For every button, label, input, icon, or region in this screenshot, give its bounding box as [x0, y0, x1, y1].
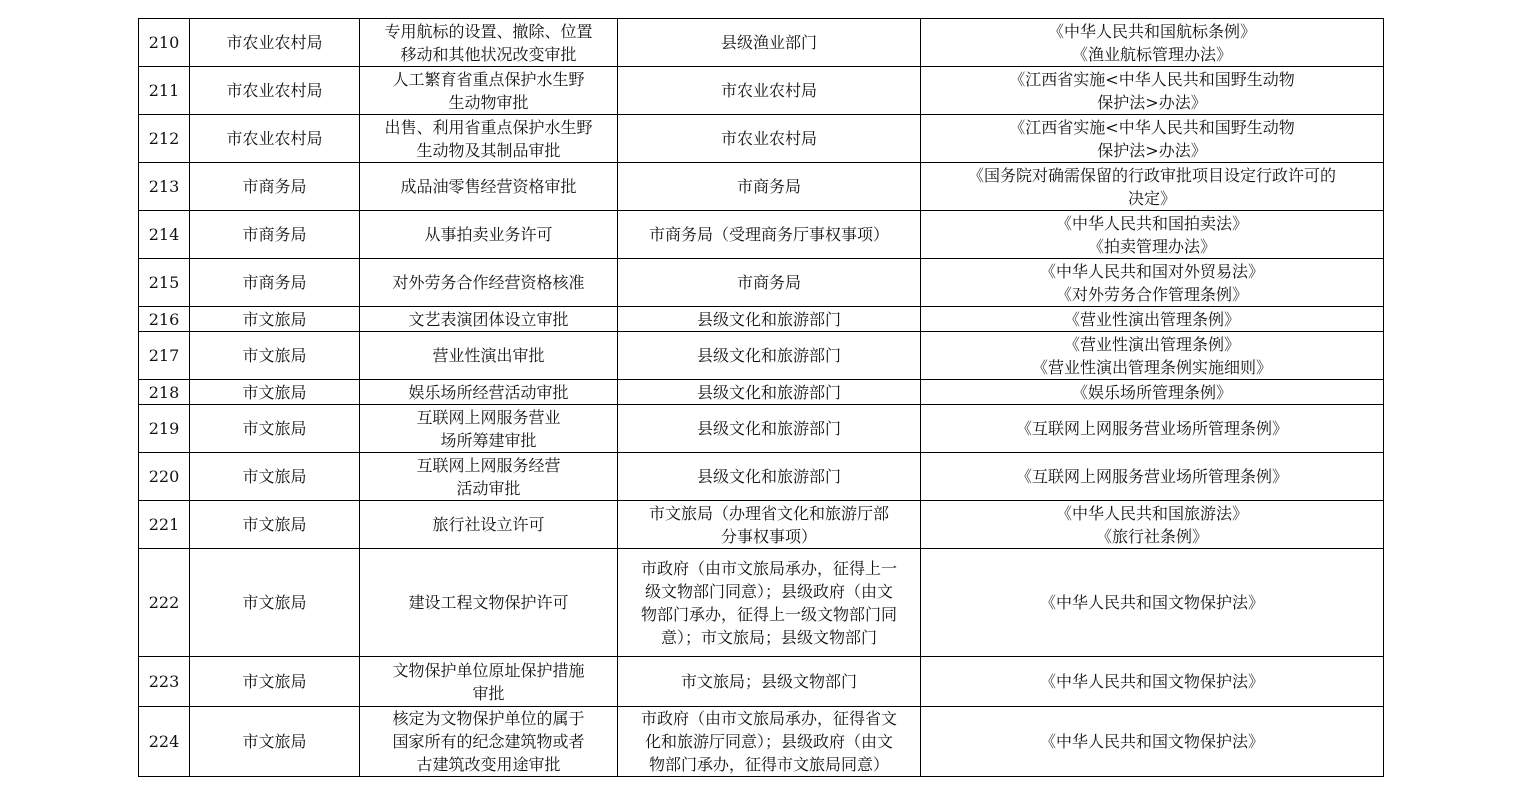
cell-text: 220	[148, 467, 180, 486]
cell-implementing-authority	[618, 405, 921, 453]
cell-approval-item	[360, 707, 618, 777]
cell-approval-item	[360, 453, 618, 501]
cell-number	[139, 549, 190, 657]
cell-legal-basis	[921, 405, 1384, 453]
cell-number	[139, 163, 190, 211]
cell-text-line: 县级文化和旅游部门	[696, 467, 841, 486]
cell-legal-basis	[921, 332, 1384, 380]
cell-implementing-authority	[618, 163, 921, 211]
cell-approval-item	[360, 163, 618, 211]
cell-text-line: 《国务院对确需保留的行政审批项目设定行政许可的	[967, 165, 1336, 185]
cell-department	[190, 453, 360, 501]
cell-department	[190, 211, 360, 259]
cell-text-line: 互联网上网服务营业	[416, 407, 561, 427]
approval-items-table	[138, 18, 1384, 777]
cell-text-line: 《中华人民共和国文物保护法》	[1039, 593, 1264, 612]
cell-implementing-authority	[618, 501, 921, 549]
cell-text: 市商务局	[242, 273, 307, 292]
cell-text-line: 古建筑改变用途审批	[416, 755, 561, 774]
cell-text-line: 《中华人民共和国对外贸易法》	[1039, 261, 1264, 281]
cell-text-line: 《互联网上网服务营业场所管理条例》	[1015, 419, 1288, 438]
table-row	[139, 549, 1384, 657]
cell-text-line: 《中华人民共和国旅游法》	[1055, 503, 1248, 523]
cell-approval-item	[360, 307, 618, 332]
cell-text-line: 《江西省实施<中华人民共和国野生动物	[1009, 117, 1295, 137]
cell-text: 市文旅局	[242, 309, 307, 329]
cell-text: 219	[148, 419, 180, 438]
cell-department	[190, 115, 360, 163]
cell-legal-basis	[921, 501, 1384, 549]
cell-implementing-authority	[618, 549, 921, 657]
table-row	[139, 453, 1384, 501]
cell-text-line: 级文物部门同意）；县级政府（由文	[644, 581, 893, 601]
cell-text-line: 市商务局（受理商务厅事权事项）	[648, 225, 889, 244]
cell-text-line: 《中华人民共和国拍卖法》	[1055, 213, 1248, 233]
cell-department	[190, 67, 360, 115]
cell-department	[190, 307, 360, 332]
cell-department	[190, 163, 360, 211]
cell-text: 市文旅局	[242, 419, 307, 438]
cell-implementing-authority	[618, 115, 921, 163]
cell-text-line: 出售、利用省重点保护水生野	[384, 117, 593, 137]
cell-approval-item	[360, 549, 618, 657]
table-row	[139, 707, 1384, 777]
cell-legal-basis	[921, 657, 1384, 707]
cell-text-line: 审批	[472, 683, 505, 703]
cell-implementing-authority	[618, 657, 921, 707]
cell-text-line: 国家所有的纪念建筑物或者	[392, 732, 585, 751]
cell-text: 210	[148, 33, 180, 52]
cell-text-line: 市政府（由市文旅局承办，征得省文	[640, 709, 897, 728]
cell-text-line: 保护法>办法》	[1097, 140, 1207, 160]
cell-text-line: 县级文化和旅游部门	[696, 382, 841, 402]
cell-text-line: 物部门承办，征得上一级文物部门同	[640, 604, 897, 624]
cell-text: 市商务局	[242, 225, 307, 244]
cell-text: 222	[148, 593, 180, 612]
cell-text-line: 《中华人民共和国文物保护法》	[1039, 732, 1264, 751]
cell-text: 215	[148, 273, 180, 292]
cell-text-line: 建设工程文物保护许可	[408, 593, 569, 612]
cell-text-line: 《营业性演出管理条例》	[1063, 309, 1240, 329]
cell-text: 212	[148, 129, 180, 148]
cell-text-line: 市商务局	[736, 273, 801, 292]
cell-text: 市农业农村局	[226, 81, 323, 100]
cell-text-line: 物部门承办，征得市文旅局同意）	[648, 755, 889, 774]
cell-text: 211	[148, 81, 180, 100]
table-row	[139, 501, 1384, 549]
cell-text-line: 分事权事项）	[720, 526, 817, 546]
cell-text-line: 生动物及其制品审批	[416, 140, 561, 160]
cell-number	[139, 380, 190, 405]
cell-text: 214	[148, 225, 180, 244]
cell-approval-item	[360, 657, 618, 707]
cell-legal-basis	[921, 259, 1384, 307]
cell-number	[139, 501, 190, 549]
cell-legal-basis	[921, 67, 1384, 115]
cell-text: 223	[148, 672, 180, 691]
cell-department	[190, 19, 360, 67]
cell-text: 市商务局	[242, 177, 307, 196]
cell-text-line: 《中华人民共和国航标条例》	[1047, 21, 1256, 41]
cell-text-line: 市政府（由市文旅局承办，征得上一	[640, 558, 897, 578]
cell-implementing-authority	[618, 380, 921, 405]
table-row	[139, 332, 1384, 380]
cell-legal-basis	[921, 163, 1384, 211]
cell-number	[139, 332, 190, 380]
cell-text: 市文旅局	[242, 467, 307, 486]
cell-text-line: 《娱乐场所管理条例》	[1071, 382, 1232, 402]
table-row	[139, 19, 1384, 67]
cell-text-line: 从事拍卖业务许可	[424, 225, 553, 244]
cell-text-line: 《营业性演出管理条例》	[1063, 334, 1240, 354]
cell-text-line: 市文旅局（办理省文化和旅游厅部	[648, 503, 889, 523]
cell-department	[190, 501, 360, 549]
cell-text-line: 市农业农村局	[720, 81, 817, 100]
cell-implementing-authority	[618, 19, 921, 67]
cell-text-line: 决定》	[1127, 188, 1176, 208]
cell-department	[190, 549, 360, 657]
cell-text-line: 《旅行社条例》	[1095, 526, 1208, 546]
cell-text-line: 县级文化和旅游部门	[696, 419, 841, 438]
cell-number	[139, 405, 190, 453]
cell-number	[139, 707, 190, 777]
cell-department	[190, 707, 360, 777]
cell-number	[139, 259, 190, 307]
cell-text-line: 成品油零售经营资格审批	[400, 177, 577, 196]
cell-text-line: 文艺表演团体设立审批	[408, 309, 569, 329]
table-row	[139, 211, 1384, 259]
cell-approval-item	[360, 259, 618, 307]
cell-legal-basis	[921, 211, 1384, 259]
cell-approval-item	[360, 380, 618, 405]
cell-text: 市文旅局	[242, 515, 307, 534]
table-row	[139, 163, 1384, 211]
cell-text-line: 县级渔业部门	[720, 33, 817, 52]
cell-text-line: 《拍卖管理办法》	[1087, 236, 1216, 256]
cell-legal-basis	[921, 453, 1384, 501]
cell-text: 224	[148, 732, 180, 751]
cell-legal-basis	[921, 19, 1384, 67]
cell-text: 218	[148, 382, 180, 402]
cell-text-line: 县级文化和旅游部门	[696, 346, 841, 365]
cell-text: 213	[148, 177, 180, 196]
cell-text-line: 对外劳务合作经营资格核准	[392, 273, 585, 292]
cell-text-line: 《江西省实施<中华人民共和国野生动物	[1009, 69, 1295, 89]
cell-department	[190, 405, 360, 453]
cell-text: 217	[148, 346, 180, 365]
cell-text-line: 营业性演出审批	[432, 346, 545, 365]
cell-implementing-authority	[618, 707, 921, 777]
cell-implementing-authority	[618, 259, 921, 307]
cell-approval-item	[360, 332, 618, 380]
cell-approval-item	[360, 501, 618, 549]
cell-text: 市文旅局	[242, 672, 307, 691]
cell-number	[139, 19, 190, 67]
table-row	[139, 405, 1384, 453]
cell-implementing-authority	[618, 453, 921, 501]
cell-legal-basis	[921, 549, 1384, 657]
cell-approval-item	[360, 115, 618, 163]
cell-text-line: 互联网上网服务经营	[416, 455, 561, 475]
cell-text: 市文旅局	[242, 346, 307, 365]
cell-text-line: 生动物审批	[448, 92, 529, 112]
table-row	[139, 307, 1384, 332]
cell-text-line: 专用航标的设置、撤除、位置	[384, 21, 593, 41]
cell-approval-item	[360, 405, 618, 453]
table-row	[139, 115, 1384, 163]
cell-text-line: 《营业性演出管理条例实施细则》	[1031, 357, 1272, 377]
cell-approval-item	[360, 19, 618, 67]
cell-text-line: 文物保护单位原址保护措施	[392, 660, 585, 680]
cell-text: 市农业农村局	[226, 33, 323, 52]
cell-text: 216	[148, 309, 180, 329]
cell-department	[190, 380, 360, 405]
cell-text-line: 市文旅局；县级文物部门	[680, 672, 857, 691]
cell-department	[190, 657, 360, 707]
cell-text-line: 活动审批	[456, 478, 521, 498]
cell-number	[139, 307, 190, 332]
cell-text-line: 移动和其他状况改变审批	[400, 44, 577, 64]
cell-department	[190, 259, 360, 307]
cell-implementing-authority	[618, 332, 921, 380]
table-row	[139, 67, 1384, 115]
cell-approval-item	[360, 211, 618, 259]
cell-number	[139, 657, 190, 707]
cell-text-line: 县级文化和旅游部门	[696, 309, 841, 329]
cell-text-line: 《渔业航标管理办法》	[1071, 44, 1232, 64]
table-body	[139, 19, 1384, 777]
cell-text-line: 场所筹建审批	[440, 430, 537, 450]
cell-text-line: 市商务局	[736, 177, 801, 196]
cell-implementing-authority	[618, 307, 921, 332]
cell-text: 市文旅局	[242, 382, 307, 402]
cell-text: 市文旅局	[242, 732, 307, 751]
cell-text-line: 意）；市文旅局；县级文物部门	[660, 627, 877, 647]
cell-department	[190, 332, 360, 380]
cell-number	[139, 67, 190, 115]
cell-number	[139, 115, 190, 163]
table-row	[139, 259, 1384, 307]
cell-text-line: 《中华人民共和国文物保护法》	[1039, 672, 1264, 691]
table-row	[139, 380, 1384, 405]
cell-number	[139, 453, 190, 501]
cell-text-line: 娱乐场所经营活动审批	[408, 382, 569, 402]
cell-legal-basis	[921, 115, 1384, 163]
cell-text: 市农业农村局	[226, 129, 323, 148]
cell-text-line: 旅行社设立许可	[432, 515, 545, 534]
cell-number	[139, 211, 190, 259]
cell-text-line: 《互联网上网服务营业场所管理条例》	[1015, 467, 1288, 486]
cell-approval-item	[360, 67, 618, 115]
cell-implementing-authority	[618, 67, 921, 115]
table-row	[139, 657, 1384, 707]
cell-text-line: 市农业农村局	[720, 129, 817, 148]
cell-text-line: 核定为文物保护单位的属于	[392, 709, 585, 728]
cell-text-line: 《对外劳务合作管理条例》	[1055, 284, 1248, 304]
cell-legal-basis	[921, 380, 1384, 405]
cell-implementing-authority	[618, 211, 921, 259]
cell-legal-basis	[921, 707, 1384, 777]
cell-legal-basis	[921, 307, 1384, 332]
cell-text-line: 人工繁育省重点保护水生野	[392, 69, 585, 89]
cell-text-line: 保护法>办法》	[1097, 92, 1207, 112]
cell-text: 221	[148, 515, 180, 534]
cell-text: 市文旅局	[242, 593, 307, 612]
cell-text-line: 化和旅游厅同意）；县级政府（由文	[644, 732, 893, 751]
